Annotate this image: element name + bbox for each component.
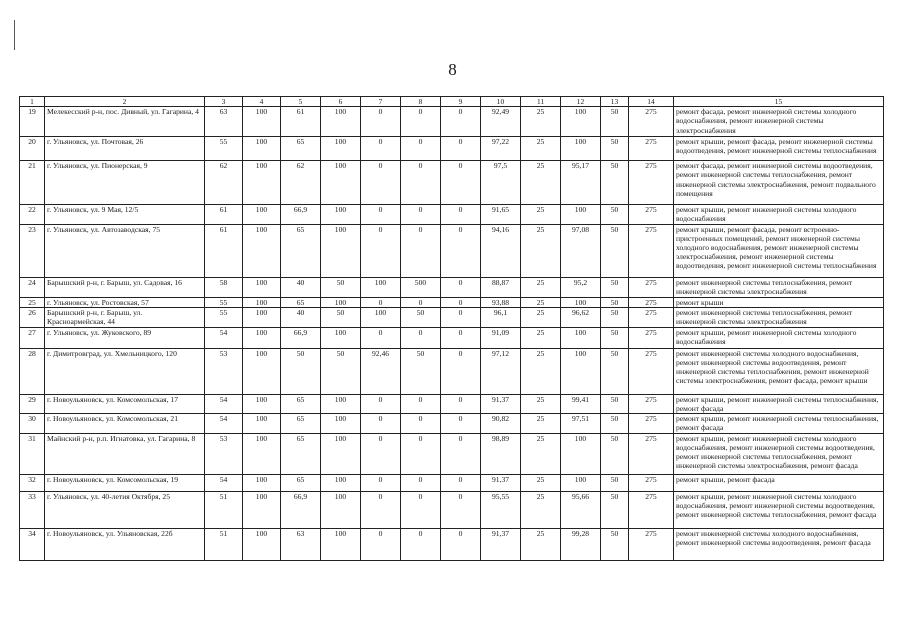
address: г. Ульяновск, ул. 9 Мая, 12/5	[45, 205, 205, 224]
table-row	[20, 348, 884, 394]
col-14: 275	[629, 474, 674, 491]
col-9: 0	[441, 433, 481, 474]
col-7: 100	[361, 307, 401, 327]
table-row	[20, 161, 884, 205]
col-9: 0	[441, 224, 481, 277]
col-11: 25	[521, 277, 561, 297]
column-header: 12	[561, 97, 601, 107]
col-7: 0	[361, 161, 401, 205]
col-9: 0	[441, 161, 481, 205]
column-header: 3	[205, 97, 243, 107]
col-10: 97,12	[481, 348, 521, 394]
col-14: 275	[629, 107, 674, 137]
col-3: 51	[205, 491, 243, 528]
col-13: 50	[601, 224, 629, 277]
col-13: 50	[601, 307, 629, 327]
col-10: 93,88	[481, 297, 521, 307]
col-3: 54	[205, 327, 243, 348]
col-8: 0	[401, 433, 441, 474]
address: г. Ульяновск, ул. Пионерская, 9	[45, 161, 205, 205]
col-11: 25	[521, 107, 561, 137]
col-4: 100	[243, 348, 281, 394]
col-11: 25	[521, 307, 561, 327]
col-8: 0	[401, 414, 441, 433]
col-4: 100	[243, 528, 281, 560]
col-6: 100	[321, 107, 361, 137]
col-14: 275	[629, 528, 674, 560]
row-number: 27	[20, 327, 45, 348]
col-8: 0	[401, 327, 441, 348]
address: г. Новоульяновск, ул. Ульяновская, 22б	[45, 528, 205, 560]
table-row	[20, 414, 884, 433]
col-3: 62	[205, 161, 243, 205]
col-7: 0	[361, 205, 401, 224]
col-11: 25	[521, 491, 561, 528]
col-9: 0	[441, 107, 481, 137]
col-5: 65	[281, 474, 321, 491]
col-13: 50	[601, 327, 629, 348]
address: г. Новоульяновск, ул. Комсомольская, 21	[45, 414, 205, 433]
col-10: 97,22	[481, 137, 521, 161]
row-number: 34	[20, 528, 45, 560]
col-13: 50	[601, 491, 629, 528]
address: Майнский р-н, р.п. Игнатовка, ул. Гагарина, 8	[45, 433, 205, 474]
row-number: 21	[20, 161, 45, 205]
page-number: 8	[448, 60, 457, 79]
col-6: 100	[321, 394, 361, 413]
col-6: 100	[321, 161, 361, 205]
col-11: 25	[521, 348, 561, 394]
works-list: ремонт инженерной системы теплоснабжения, ремонт инженерной системы электроснабжения	[674, 277, 884, 297]
col-12: 100	[561, 297, 601, 307]
col-13: 50	[601, 394, 629, 413]
col-10: 91,09	[481, 327, 521, 348]
col-9: 0	[441, 137, 481, 161]
works-list: ремонт крыши	[674, 297, 884, 307]
col-6: 100	[321, 327, 361, 348]
col-14: 275	[629, 348, 674, 394]
col-10: 91,37	[481, 528, 521, 560]
col-6: 100	[321, 205, 361, 224]
col-11: 25	[521, 394, 561, 413]
col-9: 0	[441, 327, 481, 348]
col-12: 95,2	[561, 277, 601, 297]
col-5: 65	[281, 297, 321, 307]
col-8: 0	[401, 297, 441, 307]
col-12: 100	[561, 107, 601, 137]
col-14: 275	[629, 327, 674, 348]
col-12: 100	[561, 348, 601, 394]
works-list: ремонт крыши, ремонт инженерной системы холодного водоснабжения	[674, 205, 884, 224]
col-8: 0	[401, 528, 441, 560]
col-10: 88,87	[481, 277, 521, 297]
address: г. Димитровград, ул. Хмельницкого, 120	[45, 348, 205, 394]
col-9: 0	[441, 348, 481, 394]
col-4: 100	[243, 137, 281, 161]
col-3: 63	[205, 107, 243, 137]
col-5: 40	[281, 277, 321, 297]
column-header: 2	[45, 97, 205, 107]
row-number: 26	[20, 307, 45, 327]
col-12: 100	[561, 327, 601, 348]
col-5: 63	[281, 528, 321, 560]
col-12: 97,08	[561, 224, 601, 277]
col-4: 100	[243, 277, 281, 297]
col-8: 0	[401, 474, 441, 491]
table-row	[20, 297, 884, 307]
col-12: 100	[561, 474, 601, 491]
col-7: 0	[361, 414, 401, 433]
col-5: 61	[281, 107, 321, 137]
column-header: 8	[401, 97, 441, 107]
row-number: 28	[20, 348, 45, 394]
works-list: ремонт инженерной системы теплоснабжения, ремонт инженерной системы электроснабжения	[674, 307, 884, 327]
column-header: 5	[281, 97, 321, 107]
works-list: ремонт крыши, ремонт фасада, ремонт встроенно-пристроенных помещений, ремонт инженерной системы холодного водоснабжения, ремонт инженерной системы электроснабжения, ремонт инженерной системы водоотведения, ремонт инженерной системы теплоснабжения	[674, 224, 884, 277]
col-8: 0	[401, 205, 441, 224]
col-3: 55	[205, 137, 243, 161]
col-11: 25	[521, 414, 561, 433]
table-row	[20, 137, 884, 161]
column-header: 13	[601, 97, 629, 107]
col-14: 275	[629, 433, 674, 474]
address: г. Ульяновск, ул. Автозаводская, 75	[45, 224, 205, 277]
works-list: ремонт крыши, ремонт инженерной системы холодного водоснабжения, ремонт инженерной системы водоотведения, ремонт инженерной системы теплоснабжения, ремонт фасада	[674, 491, 884, 528]
works-list: ремонт фасада, ремонт инженерной системы водоотведения, ремонт инженерной системы теплоснабжения, ремонт инженерной системы электроснабжения, ремонт подвального помещения	[674, 161, 884, 205]
col-10: 96,1	[481, 307, 521, 327]
col-7: 0	[361, 491, 401, 528]
col-5: 62	[281, 161, 321, 205]
col-11: 25	[521, 327, 561, 348]
col-9: 0	[441, 528, 481, 560]
col-4: 100	[243, 394, 281, 413]
col-14: 275	[629, 491, 674, 528]
col-12: 100	[561, 205, 601, 224]
col-8: 0	[401, 394, 441, 413]
works-list: ремонт крыши, ремонт инженерной системы холодного водоснабжения, ремонт инженерной системы водоотведения, ремонт инженерной системы теплоснабжения, ремонт инженерной системы электроснабжения, ремонт фасада	[674, 433, 884, 474]
table-body	[20, 97, 884, 561]
col-12: 99,41	[561, 394, 601, 413]
col-3: 53	[205, 348, 243, 394]
col-5: 65	[281, 433, 321, 474]
address: Барышский р-н, г. Барыш, ул. Красноармейская, 44	[45, 307, 205, 327]
address: г. Новоульяновск, ул. Комсомольская, 17	[45, 394, 205, 413]
col-8: 0	[401, 224, 441, 277]
col-3: 55	[205, 307, 243, 327]
column-header: 10	[481, 97, 521, 107]
works-list: ремонт фасада, ремонт инженерной системы холодного водоснабжения, ремонт инженерной системы электроснабжения	[674, 107, 884, 137]
col-6: 50	[321, 348, 361, 394]
table-header-row	[20, 97, 884, 107]
col-13: 50	[601, 297, 629, 307]
col-4: 100	[243, 433, 281, 474]
column-header: 15	[674, 97, 884, 107]
col-13: 50	[601, 277, 629, 297]
col-7: 0	[361, 394, 401, 413]
col-13: 50	[601, 348, 629, 394]
col-3: 54	[205, 474, 243, 491]
address: г. Новоульяновск, ул. Комсомольская, 19	[45, 474, 205, 491]
col-8: 500	[401, 277, 441, 297]
col-6: 100	[321, 433, 361, 474]
col-11: 25	[521, 528, 561, 560]
register-table	[19, 96, 884, 561]
col-5: 40	[281, 307, 321, 327]
works-list: ремонт крыши, ремонт инженерной системы теплоснабжения, ремонт фасада	[674, 394, 884, 413]
col-12: 96,62	[561, 307, 601, 327]
row-number: 24	[20, 277, 45, 297]
col-4: 100	[243, 297, 281, 307]
col-3: 55	[205, 297, 243, 307]
col-14: 275	[629, 394, 674, 413]
col-14: 275	[629, 205, 674, 224]
col-7: 0	[361, 107, 401, 137]
row-number: 20	[20, 137, 45, 161]
col-13: 50	[601, 528, 629, 560]
works-list: ремонт крыши, ремонт инженерной системы холодного водоснабжения	[674, 327, 884, 348]
col-12: 95,17	[561, 161, 601, 205]
col-14: 275	[629, 307, 674, 327]
row-number: 30	[20, 414, 45, 433]
col-10: 90,82	[481, 414, 521, 433]
col-7: 0	[361, 137, 401, 161]
address: г. Ульяновск, ул. Жуковского, 89	[45, 327, 205, 348]
col-8: 0	[401, 137, 441, 161]
column-header: 4	[243, 97, 281, 107]
table-row	[20, 205, 884, 224]
col-12: 100	[561, 433, 601, 474]
col-10: 95,55	[481, 491, 521, 528]
col-9: 0	[441, 297, 481, 307]
col-8: 0	[401, 107, 441, 137]
col-4: 100	[243, 474, 281, 491]
col-7: 0	[361, 327, 401, 348]
col-5: 65	[281, 394, 321, 413]
table-row	[20, 277, 884, 297]
col-4: 100	[243, 327, 281, 348]
col-4: 100	[243, 491, 281, 528]
table-row	[20, 107, 884, 137]
table-row	[20, 528, 884, 560]
col-5: 50	[281, 348, 321, 394]
table-row	[20, 307, 884, 327]
col-13: 50	[601, 107, 629, 137]
col-12: 95,66	[561, 491, 601, 528]
col-10: 91,37	[481, 394, 521, 413]
col-6: 100	[321, 224, 361, 277]
col-4: 100	[243, 414, 281, 433]
row-number: 31	[20, 433, 45, 474]
col-14: 275	[629, 414, 674, 433]
works-list: ремонт крыши, ремонт инженерной системы теплоснабжения, ремонт фасада	[674, 414, 884, 433]
col-6: 50	[321, 307, 361, 327]
col-8: 0	[401, 161, 441, 205]
col-7: 100	[361, 277, 401, 297]
col-11: 25	[521, 224, 561, 277]
col-5: 66,9	[281, 327, 321, 348]
table-row	[20, 491, 884, 528]
column-header: 7	[361, 97, 401, 107]
col-5: 66,9	[281, 205, 321, 224]
col-3: 54	[205, 394, 243, 413]
col-13: 50	[601, 137, 629, 161]
table-row	[20, 394, 884, 413]
col-11: 25	[521, 433, 561, 474]
col-6: 100	[321, 474, 361, 491]
col-13: 50	[601, 474, 629, 491]
col-6: 100	[321, 137, 361, 161]
row-number: 22	[20, 205, 45, 224]
col-9: 0	[441, 474, 481, 491]
col-10: 94,16	[481, 224, 521, 277]
col-10: 98,89	[481, 433, 521, 474]
col-10: 91,37	[481, 474, 521, 491]
col-9: 0	[441, 277, 481, 297]
table-row	[20, 224, 884, 277]
col-11: 25	[521, 474, 561, 491]
col-3: 51	[205, 528, 243, 560]
col-5: 65	[281, 137, 321, 161]
column-header: 1	[20, 97, 45, 107]
col-5: 65	[281, 414, 321, 433]
col-6: 50	[321, 277, 361, 297]
col-10: 92,49	[481, 107, 521, 137]
col-8: 0	[401, 491, 441, 528]
col-3: 61	[205, 205, 243, 224]
col-4: 100	[243, 161, 281, 205]
works-list: ремонт крыши, ремонт фасада	[674, 474, 884, 491]
col-11: 25	[521, 161, 561, 205]
col-8: 50	[401, 348, 441, 394]
col-7: 0	[361, 433, 401, 474]
row-number: 19	[20, 107, 45, 137]
address: г. Ульяновск, ул. Почтовая, 26	[45, 137, 205, 161]
col-12: 97,51	[561, 414, 601, 433]
works-list: ремонт инженерной системы холодного водоснабжения, ремонт инженерной системы водоотведения, ремонт инженерной системы теплоснабжения, ремонт инженерной системы электроснабжения, ремонт фасада, ремонт крыши	[674, 348, 884, 394]
col-3: 58	[205, 277, 243, 297]
row-number: 32	[20, 474, 45, 491]
col-14: 275	[629, 297, 674, 307]
column-header: 6	[321, 97, 361, 107]
col-12: 100	[561, 137, 601, 161]
col-4: 100	[243, 307, 281, 327]
col-5: 65	[281, 224, 321, 277]
col-10: 97,5	[481, 161, 521, 205]
column-header: 9	[441, 97, 481, 107]
col-9: 0	[441, 394, 481, 413]
column-header: 14	[629, 97, 674, 107]
column-header: 11	[521, 97, 561, 107]
col-14: 275	[629, 161, 674, 205]
address: Мелекесский р-н, пос. Дивный, ул. Гагарина, 4	[45, 107, 205, 137]
col-14: 275	[629, 224, 674, 277]
col-7: 0	[361, 297, 401, 307]
col-4: 100	[243, 224, 281, 277]
row-number: 29	[20, 394, 45, 413]
row-number: 33	[20, 491, 45, 528]
col-6: 100	[321, 528, 361, 560]
col-13: 50	[601, 414, 629, 433]
col-7: 92,46	[361, 348, 401, 394]
col-9: 0	[441, 205, 481, 224]
col-11: 25	[521, 137, 561, 161]
col-4: 100	[243, 107, 281, 137]
margin-mark	[14, 20, 15, 50]
col-3: 53	[205, 433, 243, 474]
table-row	[20, 474, 884, 491]
table-row	[20, 327, 884, 348]
col-6: 100	[321, 491, 361, 528]
works-list: ремонт инженерной системы холодного водоснабжения, ремонт инженерной системы водоотведения, ремонт фасада	[674, 528, 884, 560]
col-7: 0	[361, 224, 401, 277]
row-number: 23	[20, 224, 45, 277]
col-14: 275	[629, 277, 674, 297]
col-9: 0	[441, 307, 481, 327]
col-6: 100	[321, 414, 361, 433]
address: г. Ульяновск, ул. 40-летия Октября, 25	[45, 491, 205, 528]
col-3: 61	[205, 224, 243, 277]
col-7: 0	[361, 474, 401, 491]
col-3: 54	[205, 414, 243, 433]
col-9: 0	[441, 414, 481, 433]
col-13: 50	[601, 205, 629, 224]
row-number: 25	[20, 297, 45, 307]
col-7: 0	[361, 528, 401, 560]
col-8: 50	[401, 307, 441, 327]
col-12: 99,28	[561, 528, 601, 560]
col-4: 100	[243, 205, 281, 224]
col-13: 50	[601, 161, 629, 205]
address: Барышский р-н, г. Барыш, ул. Садовая, 16	[45, 277, 205, 297]
col-9: 0	[441, 491, 481, 528]
works-list: ремонт крыши, ремонт фасада, ремонт инженерной системы водоотведения, ремонт инженерной системы теплоснабжения	[674, 137, 884, 161]
address: г. Ульяновск, ул. Ростовская, 57	[45, 297, 205, 307]
col-6: 100	[321, 297, 361, 307]
col-13: 50	[601, 433, 629, 474]
col-5: 66,9	[281, 491, 321, 528]
col-10: 91,65	[481, 205, 521, 224]
col-11: 25	[521, 205, 561, 224]
col-11: 25	[521, 297, 561, 307]
col-14: 275	[629, 137, 674, 161]
table-row	[20, 433, 884, 474]
